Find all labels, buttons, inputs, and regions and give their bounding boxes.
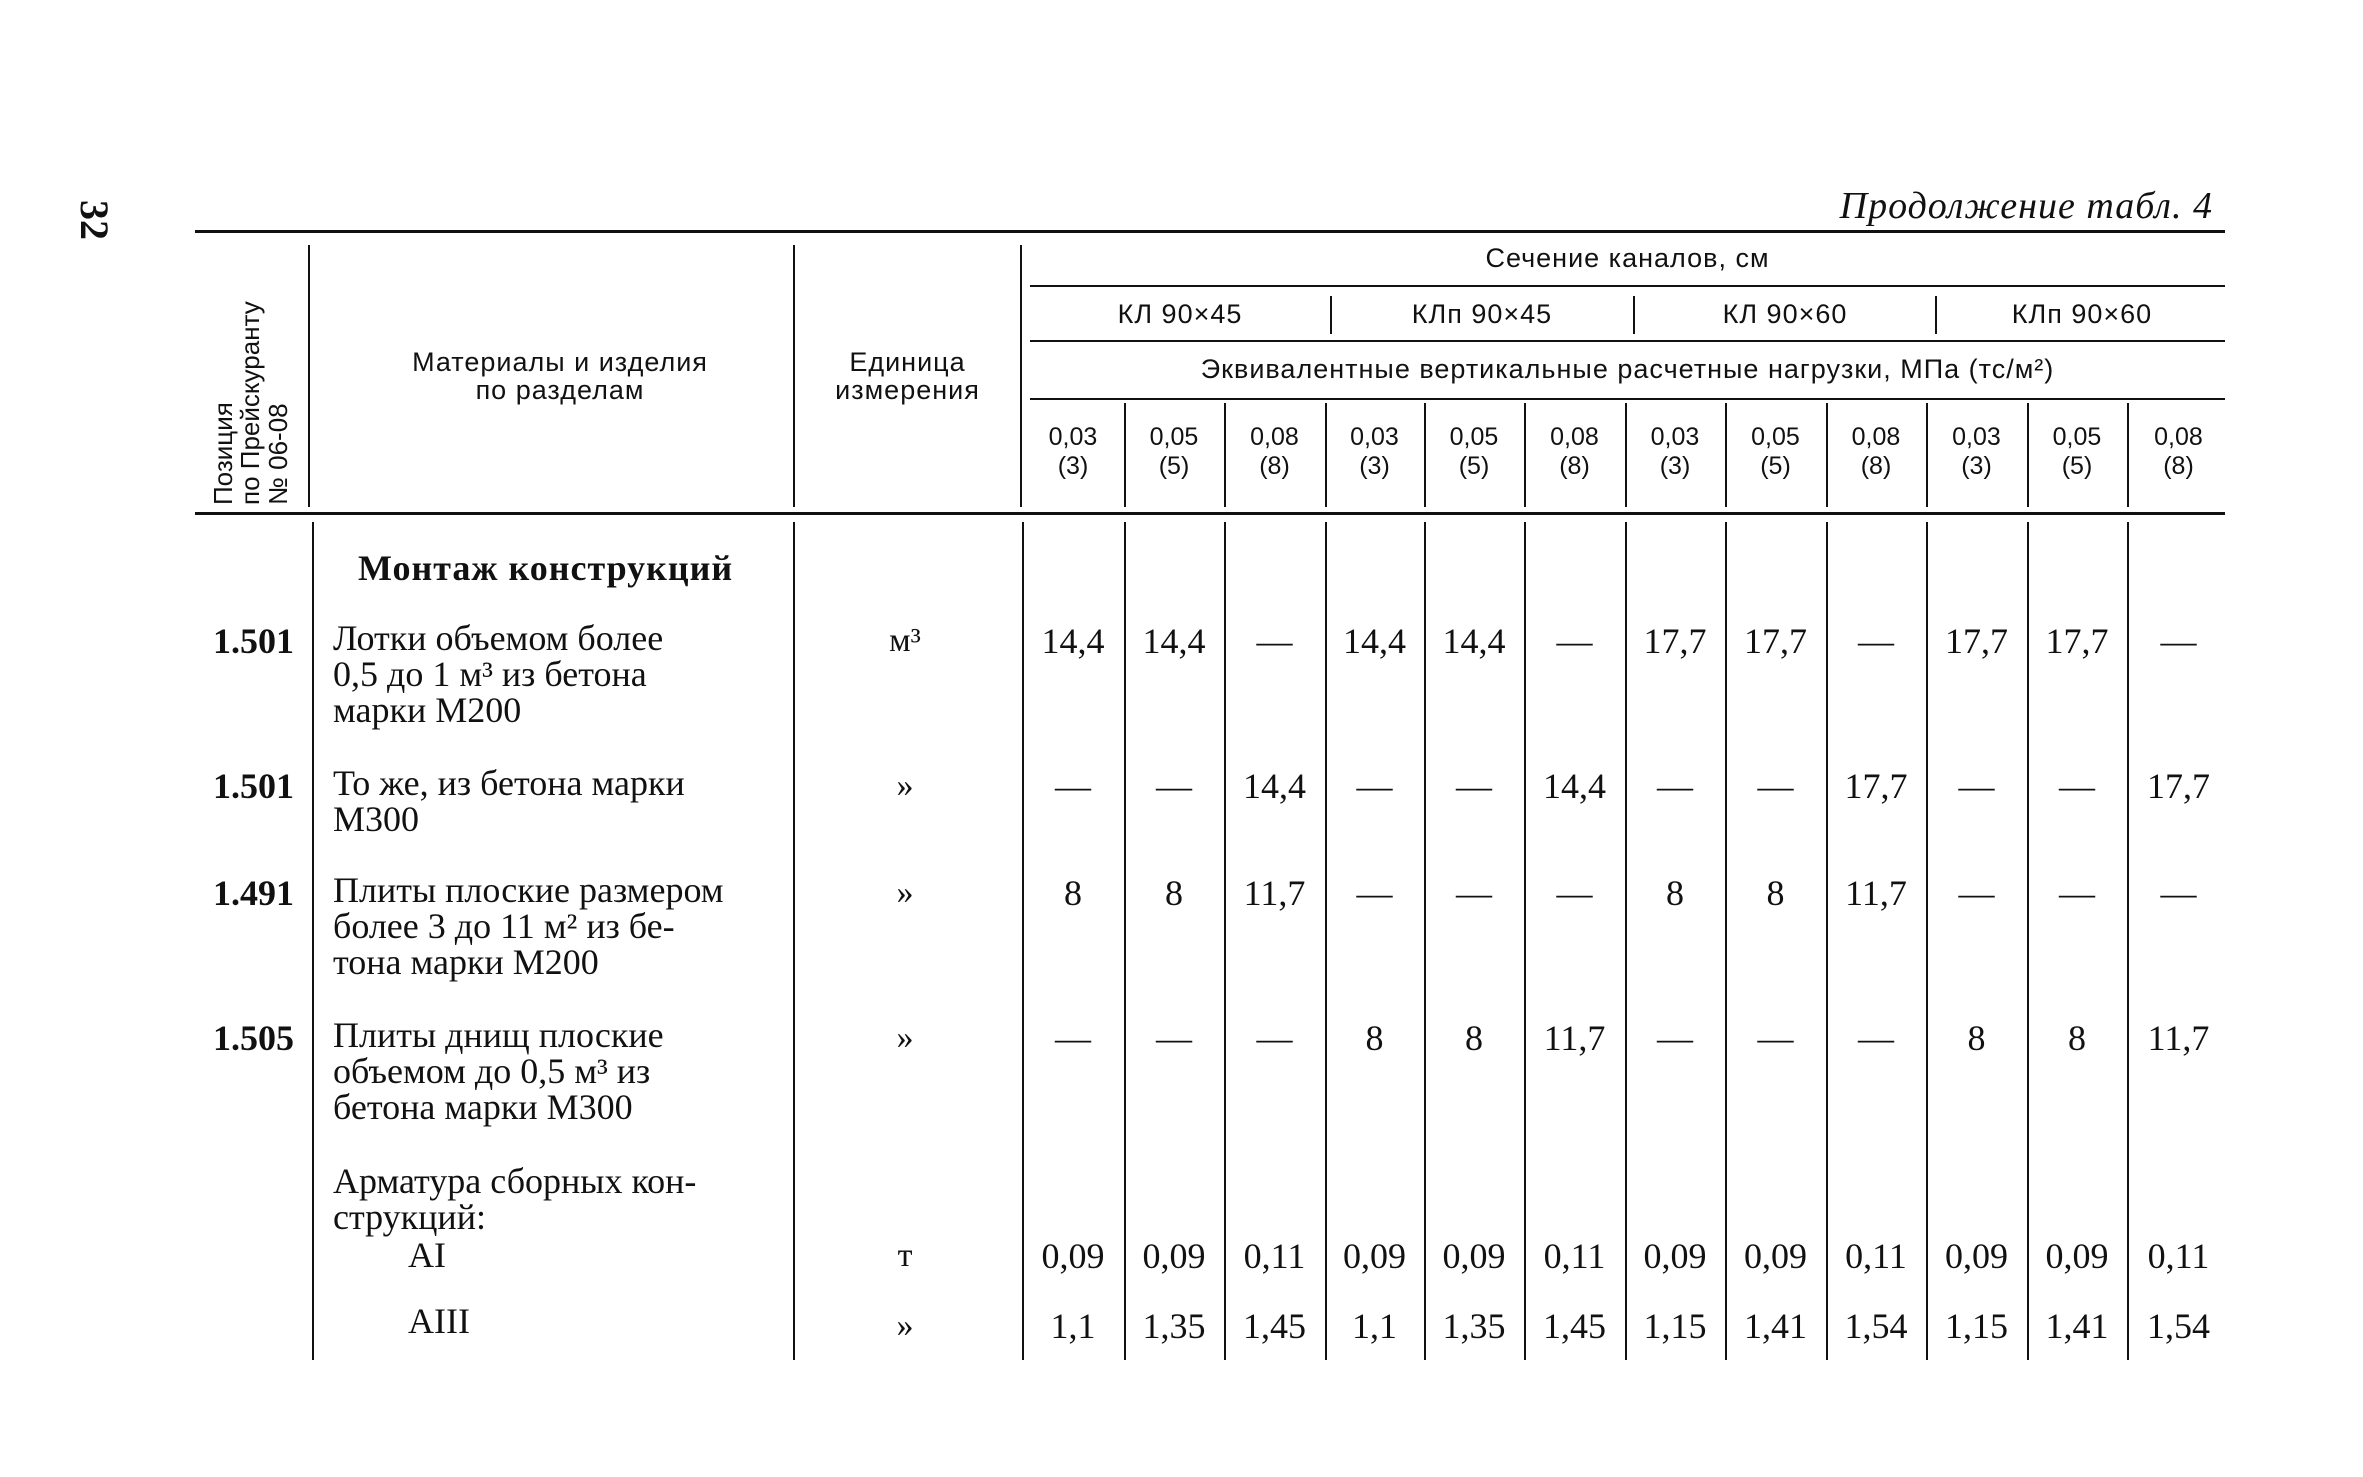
position-code: 1.491 <box>213 873 294 913</box>
load-cell: — <box>1256 621 1293 661</box>
load-cell: — <box>1456 873 1492 913</box>
load-cell: — <box>1657 766 1693 806</box>
table-caption: Продолжение табл. 4 <box>1839 185 2213 227</box>
load-cell: — <box>1256 1018 1293 1058</box>
load-cell: 1,45 <box>1243 1306 1306 1346</box>
load-cell: — <box>1757 766 1794 806</box>
load-cell: 11,7 <box>2147 1018 2210 1058</box>
load-cell: — <box>1858 1018 1894 1058</box>
channel-rule <box>1030 340 2225 342</box>
load-cell: 8 <box>1365 1018 1384 1058</box>
load-value-header: 0,08 (8) <box>1550 423 1599 480</box>
section-title: Сечение каналов, см <box>1485 243 1770 273</box>
load-cell: — <box>2059 873 2095 913</box>
load-cell: 11,7 <box>1845 873 1907 913</box>
load-cell: — <box>1556 873 1593 913</box>
load-cell: 11,7 <box>1543 1018 1606 1058</box>
load-cell: 17,7 <box>1643 621 1707 661</box>
load-cell: — <box>1356 873 1393 913</box>
load-cell: 17,7 <box>2147 766 2210 806</box>
position-header: Позиция по Прейскуранту № 06-08 <box>208 301 293 505</box>
material-text: бетона марки М300 <box>333 1087 633 1127</box>
load-value-header: 0,08 (8) <box>2154 423 2203 480</box>
load-value-header: 0,03 (3) <box>1048 423 1098 480</box>
load-cell: — <box>2059 766 2095 806</box>
load-cell: 8 <box>1766 873 1785 913</box>
top-rule <box>195 230 2225 233</box>
load-value-header: 0,03 (3) <box>1350 423 1399 480</box>
load-cell: 0,09 <box>1343 1236 1406 1276</box>
load-cell: 1,54 <box>1844 1306 1908 1346</box>
section-rule <box>1030 285 2225 287</box>
load-cell: — <box>1055 766 1091 806</box>
channel-type-kl-90x60: КЛ 90×60 <box>1722 299 1848 329</box>
load-cell: 0,11 <box>1845 1236 1907 1276</box>
material-text: М300 <box>333 799 420 839</box>
load-cell: — <box>1556 621 1593 661</box>
load-cell: — <box>1858 621 1894 661</box>
load-cell: 0,09 <box>1643 1236 1707 1276</box>
load-cell: 14,4 <box>1343 621 1406 661</box>
material-text: Лотки объемом более <box>333 618 664 658</box>
load-cell: 14,4 <box>1041 621 1105 661</box>
body-divider <box>793 522 795 1360</box>
load-value-header: 0,08 (8) <box>1250 423 1299 480</box>
unit-value: » <box>896 1019 914 1056</box>
material-text: марки М200 <box>333 690 522 730</box>
channel-type-klp-90x45: КЛп 90×45 <box>1411 299 1553 329</box>
load-value-header: 0,03 (3) <box>1952 423 2001 480</box>
material-text: 0,5 до 1 м³ из бетона <box>333 654 647 694</box>
load-cell: 1,41 <box>2045 1306 2109 1346</box>
unit-value: » <box>896 874 914 911</box>
body-divider <box>312 522 314 1360</box>
load-cell: 1,35 <box>1442 1306 1506 1346</box>
load-cell: — <box>1356 766 1393 806</box>
load-cell: 8 <box>1666 873 1684 913</box>
material-text: То же, из бетона марки <box>333 763 685 803</box>
load-cell: 1,45 <box>1543 1306 1606 1346</box>
load-cell: — <box>1657 1018 1693 1058</box>
load-cell: 8 <box>1064 873 1082 913</box>
material-text: Плиты днищ плоские <box>333 1015 664 1055</box>
header-divider <box>308 245 310 507</box>
load-value-header: 0,03 (3) <box>1650 423 1700 480</box>
load-cell: 0,09 <box>1041 1236 1105 1276</box>
position-code: 1.501 <box>213 621 294 661</box>
load-value-header: 0,05 (5) <box>2052 423 2102 480</box>
load-cell: — <box>1156 766 1192 806</box>
material-text: AIII <box>408 1301 470 1341</box>
load-cell: — <box>2160 873 2197 913</box>
material-text: струкций: <box>333 1197 486 1237</box>
header-divider <box>793 245 795 507</box>
header-bottom-rule <box>195 512 2225 515</box>
loads-rule <box>1030 398 2225 400</box>
load-cell: 8 <box>2068 1018 2086 1058</box>
unit-value: т <box>897 1237 913 1274</box>
load-cell: — <box>1456 766 1492 806</box>
load-value-header: 0,08 (8) <box>1851 423 1901 480</box>
position-code: 1.505 <box>213 1018 294 1058</box>
load-cell: 17,7 <box>1744 621 1807 661</box>
channel-type-kl-90x45: КЛ 90×45 <box>1117 299 1243 329</box>
unit-value: » <box>896 1307 914 1344</box>
load-cell: — <box>1055 1018 1091 1058</box>
position-code: 1.501 <box>213 766 294 806</box>
material-text: AI <box>408 1235 446 1275</box>
load-cell: — <box>1958 873 1995 913</box>
material-text: тона марки М200 <box>333 942 599 982</box>
section-heading: Монтаж конструкций <box>358 548 734 588</box>
load-cell: 1,35 <box>1142 1306 1206 1346</box>
load-cell: 1,41 <box>1744 1306 1807 1346</box>
material-text: более 3 до 11 м² из бе- <box>333 906 675 946</box>
unit-header: Единица измерения <box>835 347 980 406</box>
load-cell: 0,11 <box>1543 1236 1606 1276</box>
load-value-header: 0,05 (5) <box>1449 423 1499 480</box>
page-number: 32 <box>72 200 117 240</box>
load-cell: — <box>1958 766 1995 806</box>
load-cell: 1,15 <box>1643 1306 1707 1346</box>
material-text: объемом до 0,5 м³ из <box>333 1051 651 1091</box>
load-cell: 14,4 <box>1243 766 1306 806</box>
load-cell: 11,7 <box>1243 873 1306 913</box>
materials-header: Материалы и изделия по разделам <box>412 347 708 406</box>
unit-value: » <box>896 767 914 804</box>
load-value-header: 0,05 (5) <box>1751 423 1800 480</box>
load-cell: 17,7 <box>2045 621 2109 661</box>
load-cell: 1,54 <box>2147 1306 2210 1346</box>
load-cell: 8 <box>1967 1018 1986 1058</box>
load-cell: 0,09 <box>1142 1236 1206 1276</box>
material-text: Плиты плоские размером <box>333 870 724 910</box>
load-cell: 17,7 <box>1945 621 2008 661</box>
load-cell: 8 <box>1165 873 1183 913</box>
load-cell: 0,09 <box>1442 1236 1506 1276</box>
load-value-header: 0,05 (5) <box>1149 423 1199 480</box>
load-cell: 0,11 <box>2147 1236 2210 1276</box>
load-cell: 0,09 <box>1945 1236 2008 1276</box>
channel-type-klp-90x60: КЛп 90×60 <box>2011 299 2153 329</box>
load-cell: 14,4 <box>1442 621 1506 661</box>
load-cell: 1,1 <box>1352 1306 1397 1346</box>
load-cell: 14,4 <box>1543 766 1606 806</box>
load-cell: 0,09 <box>2045 1236 2109 1276</box>
load-cell: — <box>1156 1018 1192 1058</box>
material-text: Арматура сборных кон- <box>333 1161 697 1201</box>
load-cell: 1,1 <box>1050 1306 1096 1346</box>
load-cell: 1,15 <box>1945 1306 2008 1346</box>
load-cell: — <box>1757 1018 1794 1058</box>
load-cell: 8 <box>1465 1018 1483 1058</box>
loads-title: Эквивалентные вертикальные расчетные нагрузки, МПа (тс/м²) <box>1200 354 2055 384</box>
load-cell: 17,7 <box>1844 766 1908 806</box>
load-cell: — <box>2160 621 2197 661</box>
unit-value: м³ <box>889 622 921 659</box>
load-cell: 14,4 <box>1142 621 1206 661</box>
load-cell: 0,09 <box>1744 1236 1807 1276</box>
load-cell: 0,11 <box>1243 1236 1306 1276</box>
